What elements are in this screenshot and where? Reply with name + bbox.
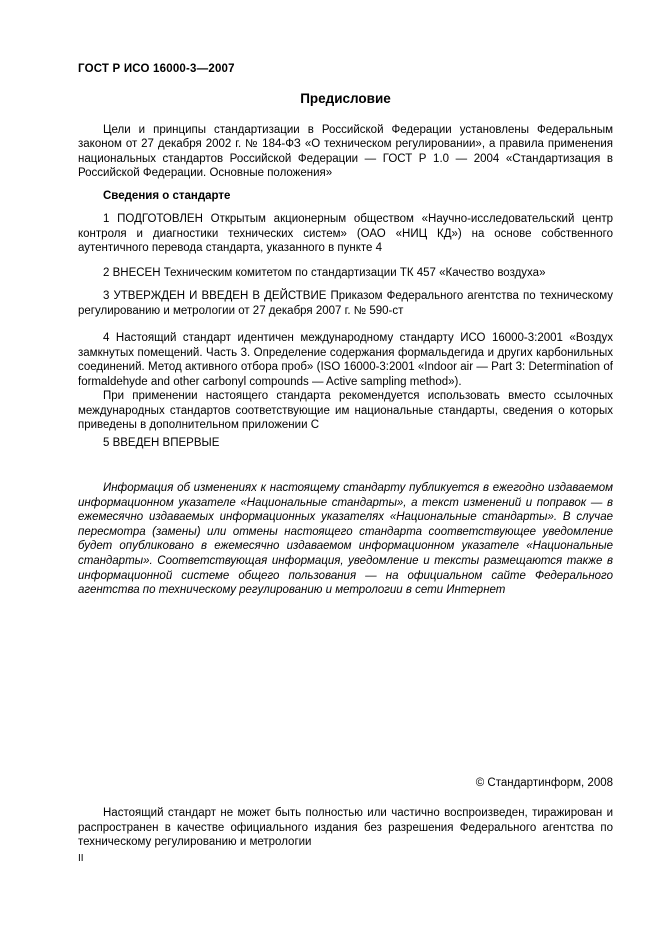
standard-info-item-submitted: 2 ВНЕСЕН Техническим комитетом по стандартизации ТК 457 «Качество воздуха»: [103, 266, 546, 279]
page-title: Предисловие: [300, 90, 391, 106]
standard-info-item-identical: 4 Настоящий стандарт идентичен международному стандарту ИСО 16000-3:2001 «Воздух замкнутых помещений. Часть 3. Определение содержания формальдегида и других карбонильных соединений. Метод активного отбора проб» (ISO 16000-3:2001 «Indoor air — Part 3: Determination of formaldehyde and other carbonyl compounds — Active sampling method»).: [78, 332, 613, 388]
reproduction-restriction-paragraph: Настоящий стандарт не может быть полностью или частично воспроизведен, тиражирован и распространен в качестве официального издания без разрешения Федерального агентства по техническому регулированию и метрологии: [78, 807, 613, 849]
document-designation-header: ГОСТ Р ИСО 16000-3—2007: [78, 63, 235, 75]
copyright-line: © Стандартинформ, 2008: [475, 776, 613, 789]
standard-info-item-identical-note: При применении настоящего стандарта рекомендуется использовать вместо ссылочных международных стандартов соответствующие им национальные стандарты, сведения о которых приведены в дополнительном приложении С: [78, 390, 613, 431]
standard-info-item-prepared: 1 ПОДГОТОВЛЕН Открытым акционерным обществом «Научно-исследовательский центр контроля и диагностики технических систем» (ОАО «НИЦ КД») на основе собственного аутентичного перевода стандарта, указанного в пункте 4: [78, 213, 613, 254]
page-number: II: [78, 852, 84, 864]
standard-info-heading: Сведения о стандарте: [103, 189, 231, 202]
amendments-notice-paragraph: Информация об изменениях к настоящему стандарту публикуется в ежегодно издаваемом информационном указателе «Национальные стандарты», а текст изменений и поправок — в ежемесячно издаваемых информационных указателях «Национальные стандарты». В случае пересмотра (замены) или отмены настоящего стандарта соответствующее уведомление будет опубликовано в ежемесячно издаваемом информационном указателе «Национальные стандарты». Соответствующая информация, уведомление и тексты размещаются также в информационной системе общего пользования — на официальном сайте Федерального агентства по техническому регулированию и метрологии в сети Интернет: [78, 482, 613, 597]
standardization-principles-paragraph: Цели и принципы стандартизации в Российской Федерации установлены Федеральным законом от 27 декабря 2002 г. № 184-ФЗ «О техническом регулировании», а правила применения национальных стандартов Российской Федерации — ГОСТ Р 1.0 — 2004 «Стандартизация в Российской Федерации. Основные положения»: [78, 123, 613, 179]
standard-info-item-first-edition: 5 ВВЕДЕН ВПЕРВЫЕ: [103, 436, 220, 449]
standard-info-item-approved: 3 УТВЕРЖДЕН И ВВЕДЕН В ДЕЙСТВИЕ Приказом Федерального агентства по техническому регулированию и метрологии от 27 декабря 2007 г. № 590-ст: [78, 290, 613, 317]
